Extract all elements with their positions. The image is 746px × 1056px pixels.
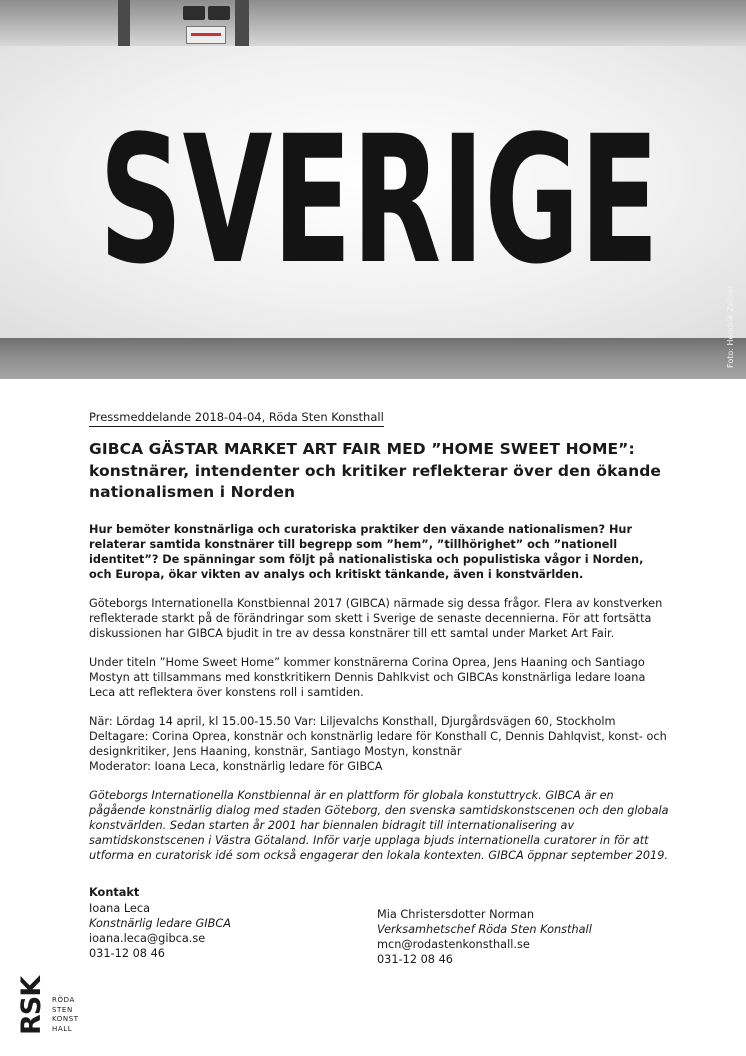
contact-person	[377, 901, 592, 967]
logo-word: STEN	[52, 1005, 73, 1014]
ceiling-beam	[118, 0, 130, 46]
event-participants: Deltagare: Corina Oprea, konstnär och konstnärlig ledare för Konsthall C, Dennis Dahlqvist, konst- och designkritiker, Jens Haaning, konstnär, Santiago Mostyn, konstnär	[89, 729, 667, 758]
logo-word: KONST	[52, 1015, 79, 1023]
about-gibca: Göteborgs Internationella Konstbiennal är en plattform för globala konstuttryck. GIBCA är en pågående konstnärlig dialog med staden Göteborg, den svenska samtidskonstscenen och den globala konstvärlden. Sedan starten år 2001 har biennalen bidragit till internationalisering av samtidskonstscenen i Västra Götaland. Inför varje upplaga bjuds internationella curatorer in för att utforma en curatorisk idé som också engagerar den lokala kontexten. GIBCA öppnar september 2019.	[89, 788, 669, 862]
event-details	[89, 714, 669, 774]
lead-paragraph: Hur bemöter konstnärliga och curatoriska praktiker den växande nationalismen? Hur relaterar samtida konstnärer till begrepp som ”hem”, ”tillhörighet” och ”nationell identitet”? De spänningar som följt på nationalistiska och populistiska vågor i Norden, och Europa, ökar vikten av analys och kritiskt tänkande, även i konstvärlden.	[89, 522, 644, 581]
exit-sign	[186, 26, 226, 44]
logo-wordmark	[52, 996, 79, 1034]
headline	[89, 439, 669, 504]
logo-mark: RSK	[16, 976, 47, 1035]
body-paragraph: Göteborgs Internationella Konstbiennal 2017 (GIBCA) närmade sig dessa frågor. Flera av konstverken reflekterade starkt på de förändringar som skett i Sverige de senaste decennierna. För att fortsätta diskussionen har GIBCA bjudit in tre av dessa konstnärer till ett samtal under Market Art Fair.	[89, 596, 663, 640]
contact-name: Mia Christersdotter Norman	[377, 908, 535, 921]
logo-word: RÖDA	[52, 996, 75, 1004]
headline-line: nationalismen i Norden	[89, 483, 296, 501]
logo-word: HALL	[52, 1024, 73, 1033]
press-release-body	[89, 406, 669, 863]
event-moderator: Moderator: Ioana Leca, konstnärlig ledare för GIBCA	[89, 759, 383, 773]
headline-line: GIBCA GÄSTAR MARKET ART FAIR MED ”HOME SWEET HOME”:	[89, 440, 635, 458]
ceiling-lamp	[208, 6, 230, 20]
event-when: När: Lördag 14 april, kl 15.00-15.50 Var: Liljevalchs Konsthall, Djurgårdsvägen 60, Stockholm	[89, 714, 616, 728]
contact-phone: 031-12 08 46	[377, 953, 453, 966]
ceiling	[0, 0, 746, 46]
dateline: Pressmeddelande 2018-04-04, Röda Sten Konsthall	[89, 410, 384, 427]
rsk-logo	[16, 975, 90, 1035]
photo-credit: Foto: Hendrik Zeitler	[726, 285, 735, 368]
headline-line: konstnärer, intendenter och kritiker reflekterar över den ökande	[89, 461, 662, 480]
contact-email[interactable]: ioana.leca@gibca.se	[89, 932, 206, 945]
contact-email[interactable]: mcn@rodastenkonsthall.se	[377, 938, 530, 951]
contact-phone: 031-12 08 46	[89, 947, 165, 960]
body-paragraph: Under titeln ”Home Sweet Home” kommer konstnärerna Corina Oprea, Jens Haaning och Santiago Mostyn att tillsammans med konstkritikern Dennis Dahlkvist och GIBCAs konstnärliga ledare Ioana Leca att reflektera över konstens roll i samtiden.	[89, 655, 646, 699]
contact-role: Konstnärlig ledare GIBCA	[89, 917, 231, 930]
contact-role: Verksamhetschef Röda Sten Konsthall	[377, 923, 592, 936]
contact-name: Ioana Leca	[89, 902, 151, 915]
wall-text: SVERIGE	[99, 118, 659, 270]
wall-text-artwork	[96, 118, 662, 270]
ceiling-lamp	[183, 6, 205, 20]
gallery-floor	[0, 338, 746, 379]
hero-photo	[0, 0, 746, 379]
contact-heading: Kontakt	[89, 886, 140, 899]
contact-person	[89, 901, 231, 961]
ceiling-beam	[235, 0, 249, 46]
